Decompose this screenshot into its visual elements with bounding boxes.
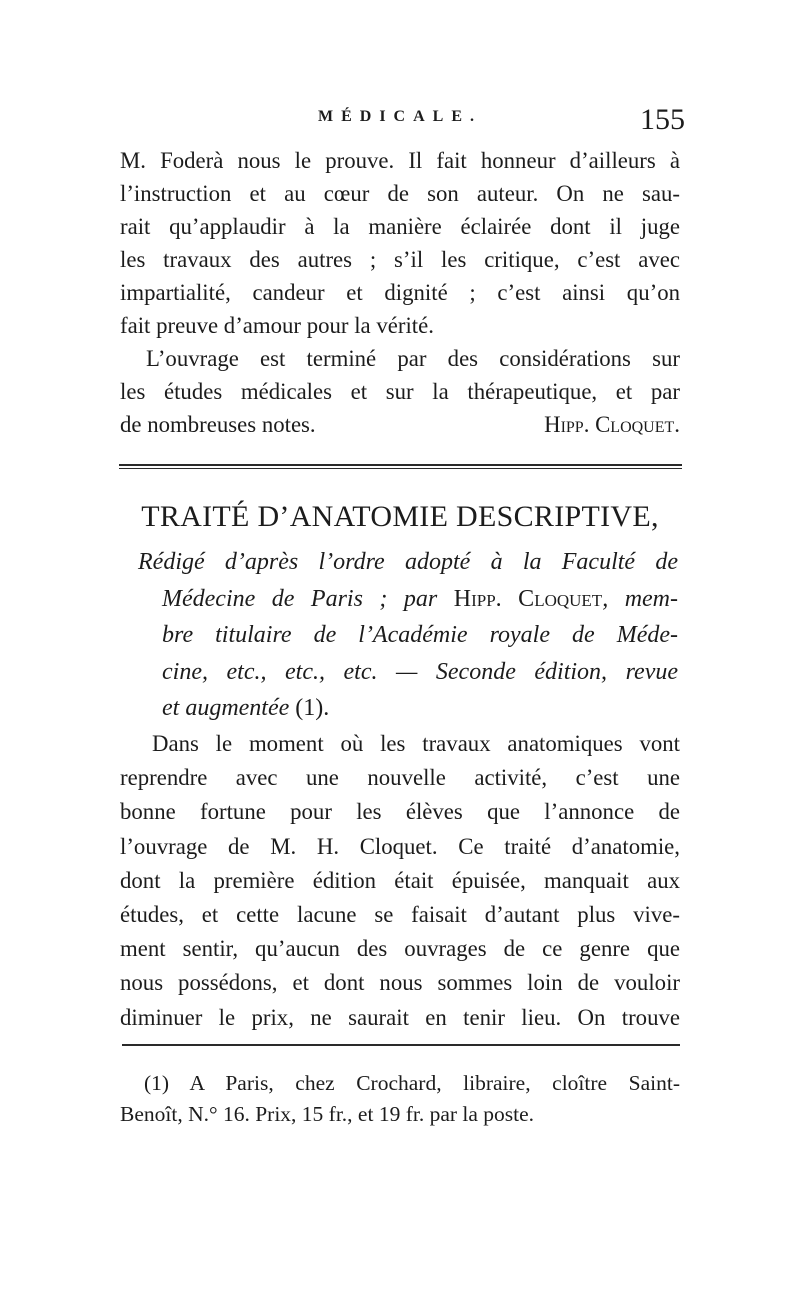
text-line: études, et cette lacune se faisait d’autant plus vive-	[120, 902, 680, 928]
running-head	[300, 100, 685, 140]
text-line: dont la première édition était épuisée, manquait aux	[120, 867, 680, 893]
footnote-line: (1) A Paris, chez Crochard, libraire, cloître Saint-	[144, 1071, 680, 1095]
review-end-paragraph	[120, 144, 680, 342]
author-name: Hipp. Cloquet	[453, 585, 603, 612]
subtitle-fragment: et augmentée	[162, 695, 296, 721]
footnote	[120, 1068, 680, 1130]
text-line: l’instruction et au cœur de son auteur. On ne sau-	[120, 181, 680, 206]
text-line: de nombreuses notes.	[120, 412, 316, 437]
subtitle-fragment: , mem-	[602, 585, 678, 612]
review-signature: Hipp. Cloquet.	[544, 412, 680, 437]
text-line: ment sentir, qu’aucun des ouvrages de ce genre que	[120, 936, 680, 962]
signature-line	[120, 408, 680, 441]
text-line: l’ouvrage de M. H. Cloquet. Ce traité d’anatomie,	[120, 833, 680, 859]
text-line: les études médicales et sur la thérapeutique, et par	[120, 379, 680, 404]
subtitle-line: cine, etc., etc., etc. — Seconde édition, revue	[162, 658, 678, 685]
running-title: MÉDICALE.	[318, 108, 483, 125]
text-line: L’ouvrage est terminé par des considérations sur	[146, 346, 680, 371]
footnote-reference: (1).	[295, 695, 330, 721]
subtitle-line	[138, 581, 678, 618]
text-line: impartialité, candeur et dignité ; c’est ainsi qu’on	[120, 280, 680, 305]
subtitle-line	[138, 690, 678, 727]
text-line: diminuer le prix, ne saurait en tenir lieu. On trouve	[120, 1004, 680, 1030]
page-number: 155	[640, 103, 685, 136]
subtitle-line: Rédigé d’après l’ordre adopté à la Faculté de	[138, 549, 678, 575]
footnote-rule	[122, 1044, 680, 1046]
text-line: rait qu’applaudir à la manière éclairée dont il juge	[120, 214, 680, 239]
text-line: les travaux des autres ; s’il les critique, c’est avec	[120, 247, 680, 272]
text-line: nous possédons, et dont nous sommes loin de vouloir	[120, 970, 680, 996]
subtitle-fragment: Médecine de Paris ; par	[162, 585, 454, 612]
text-line: reprendre avec une nouvelle activité, c’est une	[120, 765, 680, 791]
text-line: M. Foderà nous le prouve. Il fait honneur d’ailleurs à	[120, 148, 680, 173]
article-subtitle	[138, 544, 678, 727]
text-line: fait preuve d’amour pour la vérité.	[120, 313, 434, 338]
section-divider	[119, 464, 682, 469]
review-conclusion-paragraph	[120, 342, 680, 441]
footnote-line: Benoît, N.° 16. Prix, 15 fr., et 19 fr. par la poste.	[120, 1102, 535, 1126]
subtitle-line: bre titulaire de l’Académie royale de Méde-	[162, 622, 678, 648]
article-title: TRAITÉ D’ANATOMIE DESCRIPTIVE,	[141, 500, 659, 533]
text-line: Dans le moment où les travaux anatomiques vont	[152, 731, 680, 756]
article-body-paragraph	[120, 727, 680, 1035]
text-line: bonne fortune pour les élèves que l’annonce de	[120, 799, 680, 825]
